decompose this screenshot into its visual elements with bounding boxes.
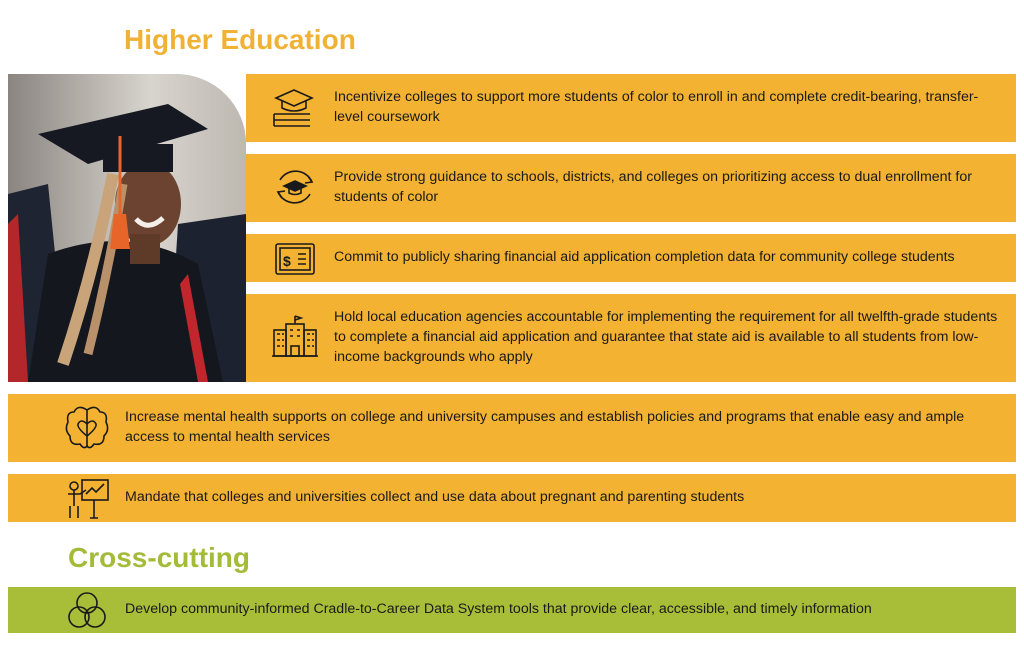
policy-text: Develop community-informed Cradle-to-Career Data System tools that provide clear, accessible, and timely information xyxy=(125,601,872,617)
section-title-cross-cutting: Cross-cutting xyxy=(68,542,250,573)
section-title-higher-education: Higher Education xyxy=(124,24,356,55)
svg-text:$: $ xyxy=(283,253,291,269)
policy-text: Hold local education agencies accountable for implementing the requirement for all twelfth-grade students to complete a financial aid application and guarantee that state aid is available to all students from low-income backgrounds who apply xyxy=(334,309,998,365)
policy-text: Mandate that colleges and universities collect and use data about pregnant and parenting students xyxy=(125,489,745,505)
policy-text: Increase mental health supports on college and university campuses and establish policies and programs that enable easy and ample access to mental health services xyxy=(125,409,965,445)
graduation-cycle-icon xyxy=(272,164,318,210)
financial-aid-icon xyxy=(272,238,318,278)
graduate-photo xyxy=(8,74,246,382)
mental-health-icon xyxy=(64,404,110,452)
graduation-book-icon xyxy=(270,84,318,130)
policy-text: Provide strong guidance to schools, districts, and colleges on prioritizing access to dual enrollment for students of color xyxy=(334,169,972,205)
school-building-icon xyxy=(270,314,320,358)
policy-text: Commit to publicly sharing financial aid application completion data for community college students xyxy=(334,249,955,265)
presentation-data-icon xyxy=(64,476,112,520)
policy-text: Incentivize colleges to support more students of color to enroll in and complete credit-bearing, transfer-level coursework xyxy=(334,89,979,125)
venn-circles-icon xyxy=(64,589,110,633)
